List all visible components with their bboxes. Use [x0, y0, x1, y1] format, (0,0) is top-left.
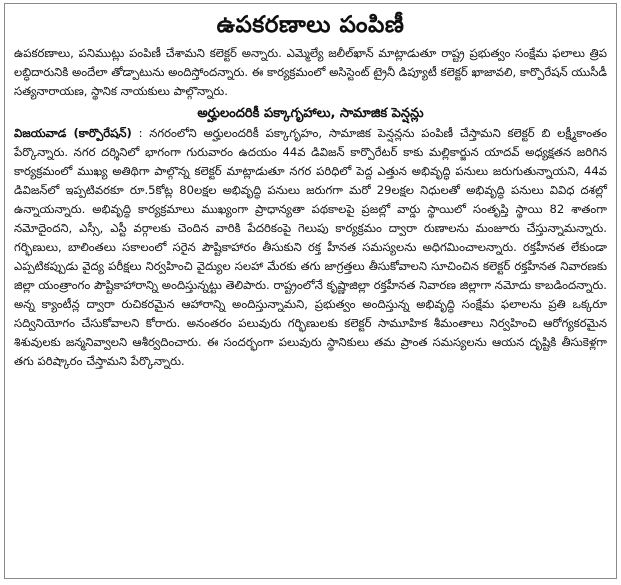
dateline: విజయవాడ (కార్పొరేషన్)	[14, 126, 132, 140]
headline: ఉపకరణాలు పంపిణీ	[216, 12, 405, 38]
subheadline: అర్హులందరికీ పక్కాగృహాలు, సామాజిక పెన్షన్లు	[197, 106, 424, 121]
paragraph-2	[14, 124, 607, 371]
paragraph-2-body: : నగరంలోని అర్హులందరికీ పక్కాగృహం, సామాజిక పెన్షన్లను పంపిణీ చేస్తామని కలెక్టర్ బి లక్ష్మీకాంతం పేర్కొన్నారు. నగర దర్శినిలో భాగంగా గురువారం ఉదయం 44వ డివిజన్ కార్పొరేటర్ కాకు మల్లికార్జున యాదవ్ అధ్యక్షతన జరిగిన కార్యక్రమంలో ముఖ్య అతిథిగా పాల్గొన్న కలెక్టర్ మాట్లాడుతూ నగర పరిధిలో పెద్ద ఎత్తున అభివృద్ధి పనులు జరుగుతున్నాయని, 44వ డివిజన్‌లో ఇప్పటివరకూ రూ.5కోట్ల 80లక్షల అభివృద్ధి పనులు జరుగగా మరో 29లక్షల నిధులతో అభివృద్ధి పనులు వివిధ దశల్లో ఉన్నాయన్నారు. అభివృద్ధి కార్యక్రమాలు ముఖ్యంగా ప్రాధాన్యతా పథకాలపై ప్రజల్లో వార్డు స్థాయిలో సంతృప్తి స్థాయి 82 శాతంగా నమోదైందని, ఎస్సీ, ఎస్టీ వర్గాలకు చెందిన వారికి పేదరికంపై గెలుపు కార్యక్రమం ద్వారా రుణాలను మంజూరు చేస్తున్నామన్నారు. గర్భిణులు, బాలింతలు సకాలంలో సరైన పౌష్టికాహారం తీసుకుని రక్త హీనత సమస్యలను అధిగమించాలన్నారు. రక్తహీనత లేకుండా ఎప్పటికప్పుడు వైద్య పరీక్షలు నిర్వహించి వైద్యుల సలహా మేరకు తగు జాగ్రత్తలు తీసుకోవాలని సూచించిన కలెక్టర్ రక్తహీనత నివారణకు జిల్లా యంత్రాంగం పౌష్టికాహారాన్ని అందిస్తున్నట్టు తెలిపారు. రాష్ట్రంలోనే కృష్ణాజిల్లా రక్తహీనత నివారణ జిల్లాగా నమోదు కాబడిందన్నారు. అన్న క్యాంటీన్ల ద్వారా రుచికరమైన ఆహారాన్ని అందిస్తున్నామని, ప్రభుత్వం అందిస్తున్న అభివృద్ధి సంక్షేమ ఫలాలను ప్రతి ఒక్కరూ సద్వినియోగం చేసుకోవాలని కోరారు. అనంతరం పలువురు గర్భిణులకు కలెక్టర్ సామూహిక శీమంతాలు నిర్వహించి ఆరోగ్యకరమైన శిశువులకు జన్మనివ్వాలని ఆశీర్వదించారు. ఈ సందర్భంగా పలువురు స్థానికులు తమ ప్రాంత సమస్యలను ఆయన దృష్టికి తీసుకెళ్లగా తగు పరిష్కారం చేస్తామని పేర్కొన్నారు.	[14, 126, 607, 368]
paragraph-1: ఉపకరణాలు, పనిముట్లు పంపిణీ చేశామని కలెక్టర్ అన్నారు. ఎమ్మెల్యే జలీల్‌ఖాన్ మాట్లాడుతూ రాష్ట్ర ప్రభుత్వం సంక్షేమ ఫలాలు త్రిప లబ్ధిదారునికి అందేలా తోడ్పాటును అందిస్తోందన్నారు. ఈ కార్యక్రమంలో అసిస్టెంట్ ట్రైనీ డిప్యూటీ కలెక్టర్ ఖాజావలి, కార్పొరేషన్ యుసీడీ సత్యనారాయణ, స్థానిక నాయకులు పాల్గొన్నారు.	[14, 46, 607, 98]
newspaper-clipping	[4, 3, 617, 579]
